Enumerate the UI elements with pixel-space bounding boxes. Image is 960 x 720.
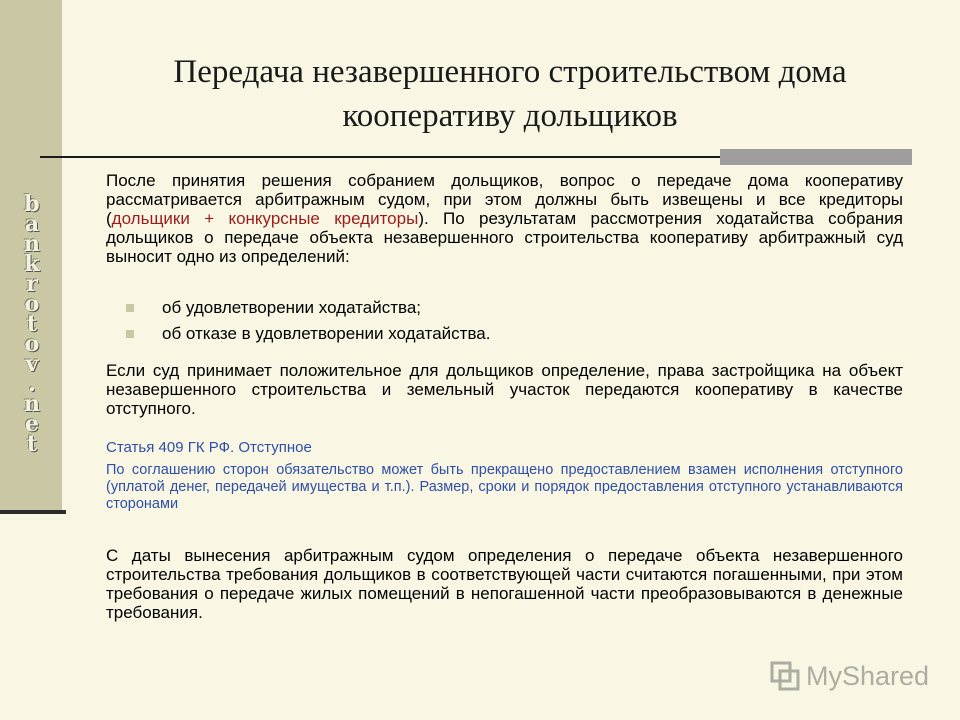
site-name-letter: k (24, 251, 40, 277)
site-name-letter: a (24, 211, 40, 237)
site-name-letter: t (26, 311, 38, 337)
list-item (126, 324, 866, 350)
claims-paragraph: С даты вынесения арбитражным судом определения о передаче объекта незавершенного строительства требования дольщиков в соответствующей части считаются погашенными, при этом требования о передаче жилых помещений в непогашенной части преобразовываются в денежные требования. (106, 546, 903, 622)
list-item (126, 298, 866, 324)
title-accent-bar (720, 149, 912, 165)
site-name-letter: . (28, 371, 36, 397)
site-name-letter: r (26, 271, 38, 297)
watermark-text: MyShared (806, 660, 930, 691)
square-bullet-icon (126, 330, 134, 338)
site-name-letter: b (24, 191, 40, 217)
myshared-watermark (768, 656, 929, 696)
site-name-letter: v (25, 351, 39, 377)
article-title: Статья 409 ГК РФ. Отступное (106, 439, 312, 456)
site-name-vertical (18, 191, 46, 457)
title-rule (40, 156, 720, 158)
article-text: По соглашению сторон обязательство может быть прекращено предоставлением взамен исполнения отступного (уплатой денег, передачей имущества и т.п.). Размер, сроки и порядок предоставления отступного устанавливаются сторонами (106, 462, 903, 512)
site-name-letter: n (24, 231, 40, 257)
intro-text-before: После принятия решения собранием дольщиков, вопрос о передаче дома кооперативу рассматривается арбитражным судом, при этом должны быть извещены и все кредиторы ( (106, 171, 903, 228)
site-name-letter: t (26, 431, 38, 457)
site-name-letter: e (25, 411, 39, 437)
list-item-text: об отказе в удовлетворении ходатайства. (162, 324, 491, 343)
decision-list (126, 298, 866, 350)
site-name-letter: n (24, 391, 40, 417)
sidebar-divider (0, 510, 66, 514)
square-bullet-icon (126, 304, 134, 312)
slide-title: Передача незавершенного строительством дома кооперативу дольщиков (173, 54, 847, 134)
site-name-letter: o (24, 331, 40, 357)
myshared-logo-icon (768, 659, 802, 693)
intro-paragraph (106, 171, 903, 266)
site-name-letter: o (24, 291, 40, 317)
list-item-text: об удовлетворении ходатайства; (162, 298, 422, 317)
court-decision-paragraph: Если суд принимает положительное для дольщиков определение, права застройщика на объект незавершенного строительства и земельный участок передаются кооперативу в качестве отступного. (106, 361, 903, 418)
creditors-highlight: дольщики + конкурсные кредиторы (111, 209, 419, 228)
intro-text-after: ). По результатам рассмотрения ходатайства собрания дольщиков о передаче объекта незавершенного строительства кооперативу арбитражный суд выносит одно из определений: (106, 209, 903, 266)
